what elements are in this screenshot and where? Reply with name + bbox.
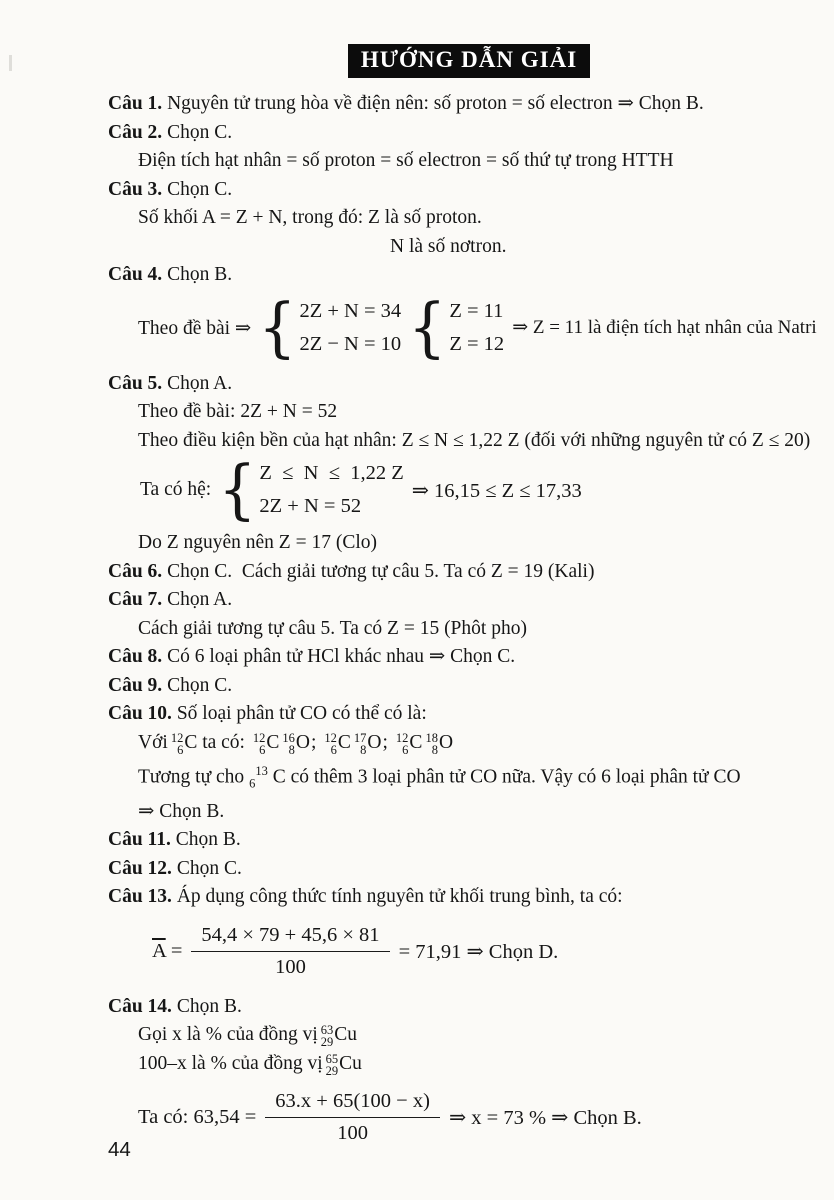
isotope-stack-cu63: 63 29: [320, 1023, 334, 1050]
cau-9-text: Chọn C.: [162, 674, 233, 696]
cau-11-text: Chọn B.: [170, 829, 241, 851]
cau-10-line3: Tương tự cho $_6^{13}$ C có thêm 3 loại phân tử CO nữa. Vậy có 6 loại phân tử CO: [138, 764, 741, 791]
cau-5-eq-suffix: ⇒ 16,15 ≤ Z ≤ 17,33: [411, 479, 582, 502]
solution-cau-7: [108, 586, 830, 615]
cau-6-text: Chọn C. Cách giải tương tự câu 5. Ta có Z = 19 (Kali): [162, 560, 595, 582]
isotope-stack-c12: 12 6: [252, 730, 266, 757]
isotope-stack-o18: 18 8: [425, 730, 438, 757]
cau-7-label: Câu 7.: [108, 589, 163, 610]
solution-cau-9: [108, 672, 830, 701]
cau-10-text: Số loại phân tử CO có thể có là:: [171, 703, 427, 724]
isotope-stack-o16: 16 8: [282, 730, 295, 757]
solution-cau-10: [108, 700, 830, 729]
solution-cau-5: [108, 370, 830, 399]
cau-2-line2: Điện tích hạt nhân = số proton = số electron = số thứ tự trong HTTH: [138, 150, 674, 171]
cau-7-line2: Cách giải tương tự câu 5. Ta có Z = 15 (Phôt pho): [138, 617, 527, 639]
cau-14-eq-prefix: Ta có: 63,54 =: [138, 1106, 257, 1129]
cau-13-text: Áp dụng công thức tính nguyên tử khối trung bình, ta có:: [171, 886, 623, 908]
isotope-stack-cu65: 65 29: [325, 1051, 339, 1078]
cau-6-label: Câu 6.: [108, 560, 163, 582]
cau-4-text: Chọn B.: [162, 264, 233, 285]
cau-5-label: Câu 5.: [108, 372, 163, 394]
solution-cau-1: [108, 90, 830, 119]
cau-5-sys-line1: Z ≤ N ≤ 1,22 Z: [259, 462, 404, 484]
fraction-denominator: 100: [191, 951, 389, 983]
cau-8-label: Câu 8.: [108, 646, 163, 667]
cau-14-line2: Gọi x là % của đồng vị 63 29 Cu: [138, 1023, 358, 1050]
solution-cau-11: [108, 826, 830, 855]
cau-1-label: Câu 1.: [108, 93, 163, 114]
cau-4-label: Câu 4.: [108, 264, 163, 285]
left-brace: {: [218, 452, 257, 528]
cau-8-text: Có 6 loại phân tử HCl khác nhau ⇒ Chọn C.: [162, 646, 516, 667]
a-bar-symbol: $\overline{A}$: [152, 939, 166, 962]
element-symbol: O: [438, 731, 454, 753]
cau-3-text: Chọn C.: [162, 178, 233, 200]
title-row: [108, 44, 830, 78]
page-title: HƯỚNG DẪN GIẢI: [348, 44, 590, 78]
isotope-stack-o17: 17 8: [353, 730, 367, 757]
isotope-sup: 13: [255, 764, 268, 778]
element-symbol: Cu: [339, 1052, 362, 1074]
solution-cau-6: [108, 558, 830, 587]
cau-11-label: Câu 11.: [108, 829, 171, 851]
cau-10-label: Câu 10.: [108, 703, 172, 724]
cau-4-sys1-line1: 2Z + N = 34: [299, 299, 402, 322]
solution-cau-13: [108, 883, 830, 912]
solution-cau-12: [108, 855, 830, 884]
isotope-sub: 6: [249, 776, 256, 791]
cau-3-line2: Số khối A = Z + N, trong đó: Z là số proton.: [138, 207, 482, 228]
cau-2-label: Câu 2.: [108, 121, 163, 143]
cau-4-equation-system: [108, 289, 830, 366]
element-symbol: Cu: [334, 1024, 358, 1046]
element-symbol: C: [184, 731, 198, 753]
cau-10-isotope-line: [108, 729, 830, 758]
isotope-stack-c12: 12 6: [170, 730, 184, 757]
cau-10-line4: ⇒ Chọn B.: [138, 800, 225, 822]
cau-13-result: = 71,91 ⇒ Chọn D.: [398, 940, 559, 963]
cau-13-label: Câu 13.: [108, 886, 172, 908]
cau-1-text: Nguyên tử trung hòa về điện nên: số proton = số electron ⇒ Chọn B.: [162, 93, 704, 114]
page-number: 44: [108, 1138, 131, 1161]
separator: ;: [310, 731, 317, 753]
cau-5-text: Chọn A.: [162, 372, 233, 394]
cau-4-sys2-line2: Z = 12: [449, 332, 505, 355]
solution-cau-8: [108, 643, 830, 672]
element-symbol: O: [295, 731, 310, 753]
cau-4-eq-prefix: Theo đề bài ⇒: [138, 317, 252, 339]
cau-5-line4: Do Z nguyên nên Z = 17 (Clo): [138, 532, 377, 553]
fraction-numerator: 54,4 × 79 + 45,6 × 81: [201, 923, 380, 946]
cau-3-line3: N là số nơtron.: [390, 235, 507, 257]
cau-4-sys1-line2: 2Z − N = 10: [299, 332, 402, 355]
page-content: [108, 44, 830, 1159]
cau-5-line1: Theo đề bài: 2Z + N = 52: [138, 401, 338, 422]
cau-5-sys-line2: 2Z + N = 52: [259, 495, 362, 517]
left-brace: {: [258, 289, 297, 366]
cau-12-label: Câu 12.: [108, 857, 172, 879]
cau-14-text: Chọn B.: [171, 995, 242, 1017]
cau-9-label: Câu 9.: [108, 674, 163, 696]
cau-4-system-2: [408, 289, 505, 366]
fraction-denominator: 100: [265, 1117, 440, 1149]
cau-5-equation-system: [108, 452, 830, 528]
cau-4-sys2-line1: Z = 11: [449, 299, 504, 322]
element-symbol: C: [409, 731, 423, 753]
cau-4-eq-suffix: ⇒ Z = 11 là điện tích hạt nhân của Natri: [512, 317, 817, 338]
cau-7-text: Chọn A.: [162, 589, 233, 610]
cau-2-text: Chọn C.: [162, 121, 233, 143]
fraction: [191, 920, 389, 983]
cau-3-label: Câu 3.: [108, 178, 163, 200]
scan-artifact: [9, 55, 12, 71]
cau-4-system-1: [258, 289, 402, 366]
element-symbol: C: [266, 731, 280, 753]
cau-12-text: Chọn C.: [171, 857, 242, 879]
cau-14-result: ⇒ x = 73 % ⇒ Chọn B.: [448, 1107, 642, 1130]
cau-10-mid: ta có:: [197, 731, 250, 753]
separator: ;: [382, 731, 388, 753]
solution-cau-14: [108, 993, 830, 1022]
left-brace: {: [408, 289, 447, 366]
solution-cau-3: [108, 176, 830, 205]
cau-13-formula: $\overline{A}$ = $\frac{54,4 \times 79 + 45,6 \times 81}{100}$ = 71,91 ⇒ Chọn D.: [108, 920, 830, 983]
cau-14-line3: 100–x là % của đồng vị 65 29 Cu: [138, 1051, 362, 1078]
cau-14-formula: [108, 1086, 830, 1149]
cau-5-eq-prefix: Ta có hệ:: [140, 479, 212, 500]
element-symbol: C: [337, 731, 351, 753]
isotope-stack-c12: 12 6: [324, 730, 337, 757]
fraction: [265, 1086, 440, 1149]
fraction-numerator: 63.x + 65(100 − x): [275, 1090, 430, 1113]
element-symbol: O: [367, 731, 382, 753]
cau-10-prefix: Với: [138, 731, 168, 753]
cau-14-label: Câu 14.: [108, 995, 172, 1017]
cau-5-system: [218, 452, 404, 528]
cau-5-line2: Theo điều kiện bền của hạt nhân: Z ≤ N ≤ 1,22 Z (đối với những nguyên tử có Z ≤ 20): [138, 429, 811, 451]
isotope-stack-c12: 12 6: [395, 730, 409, 757]
solution-cau-2: [108, 119, 830, 148]
solution-cau-4: [108, 261, 830, 290]
